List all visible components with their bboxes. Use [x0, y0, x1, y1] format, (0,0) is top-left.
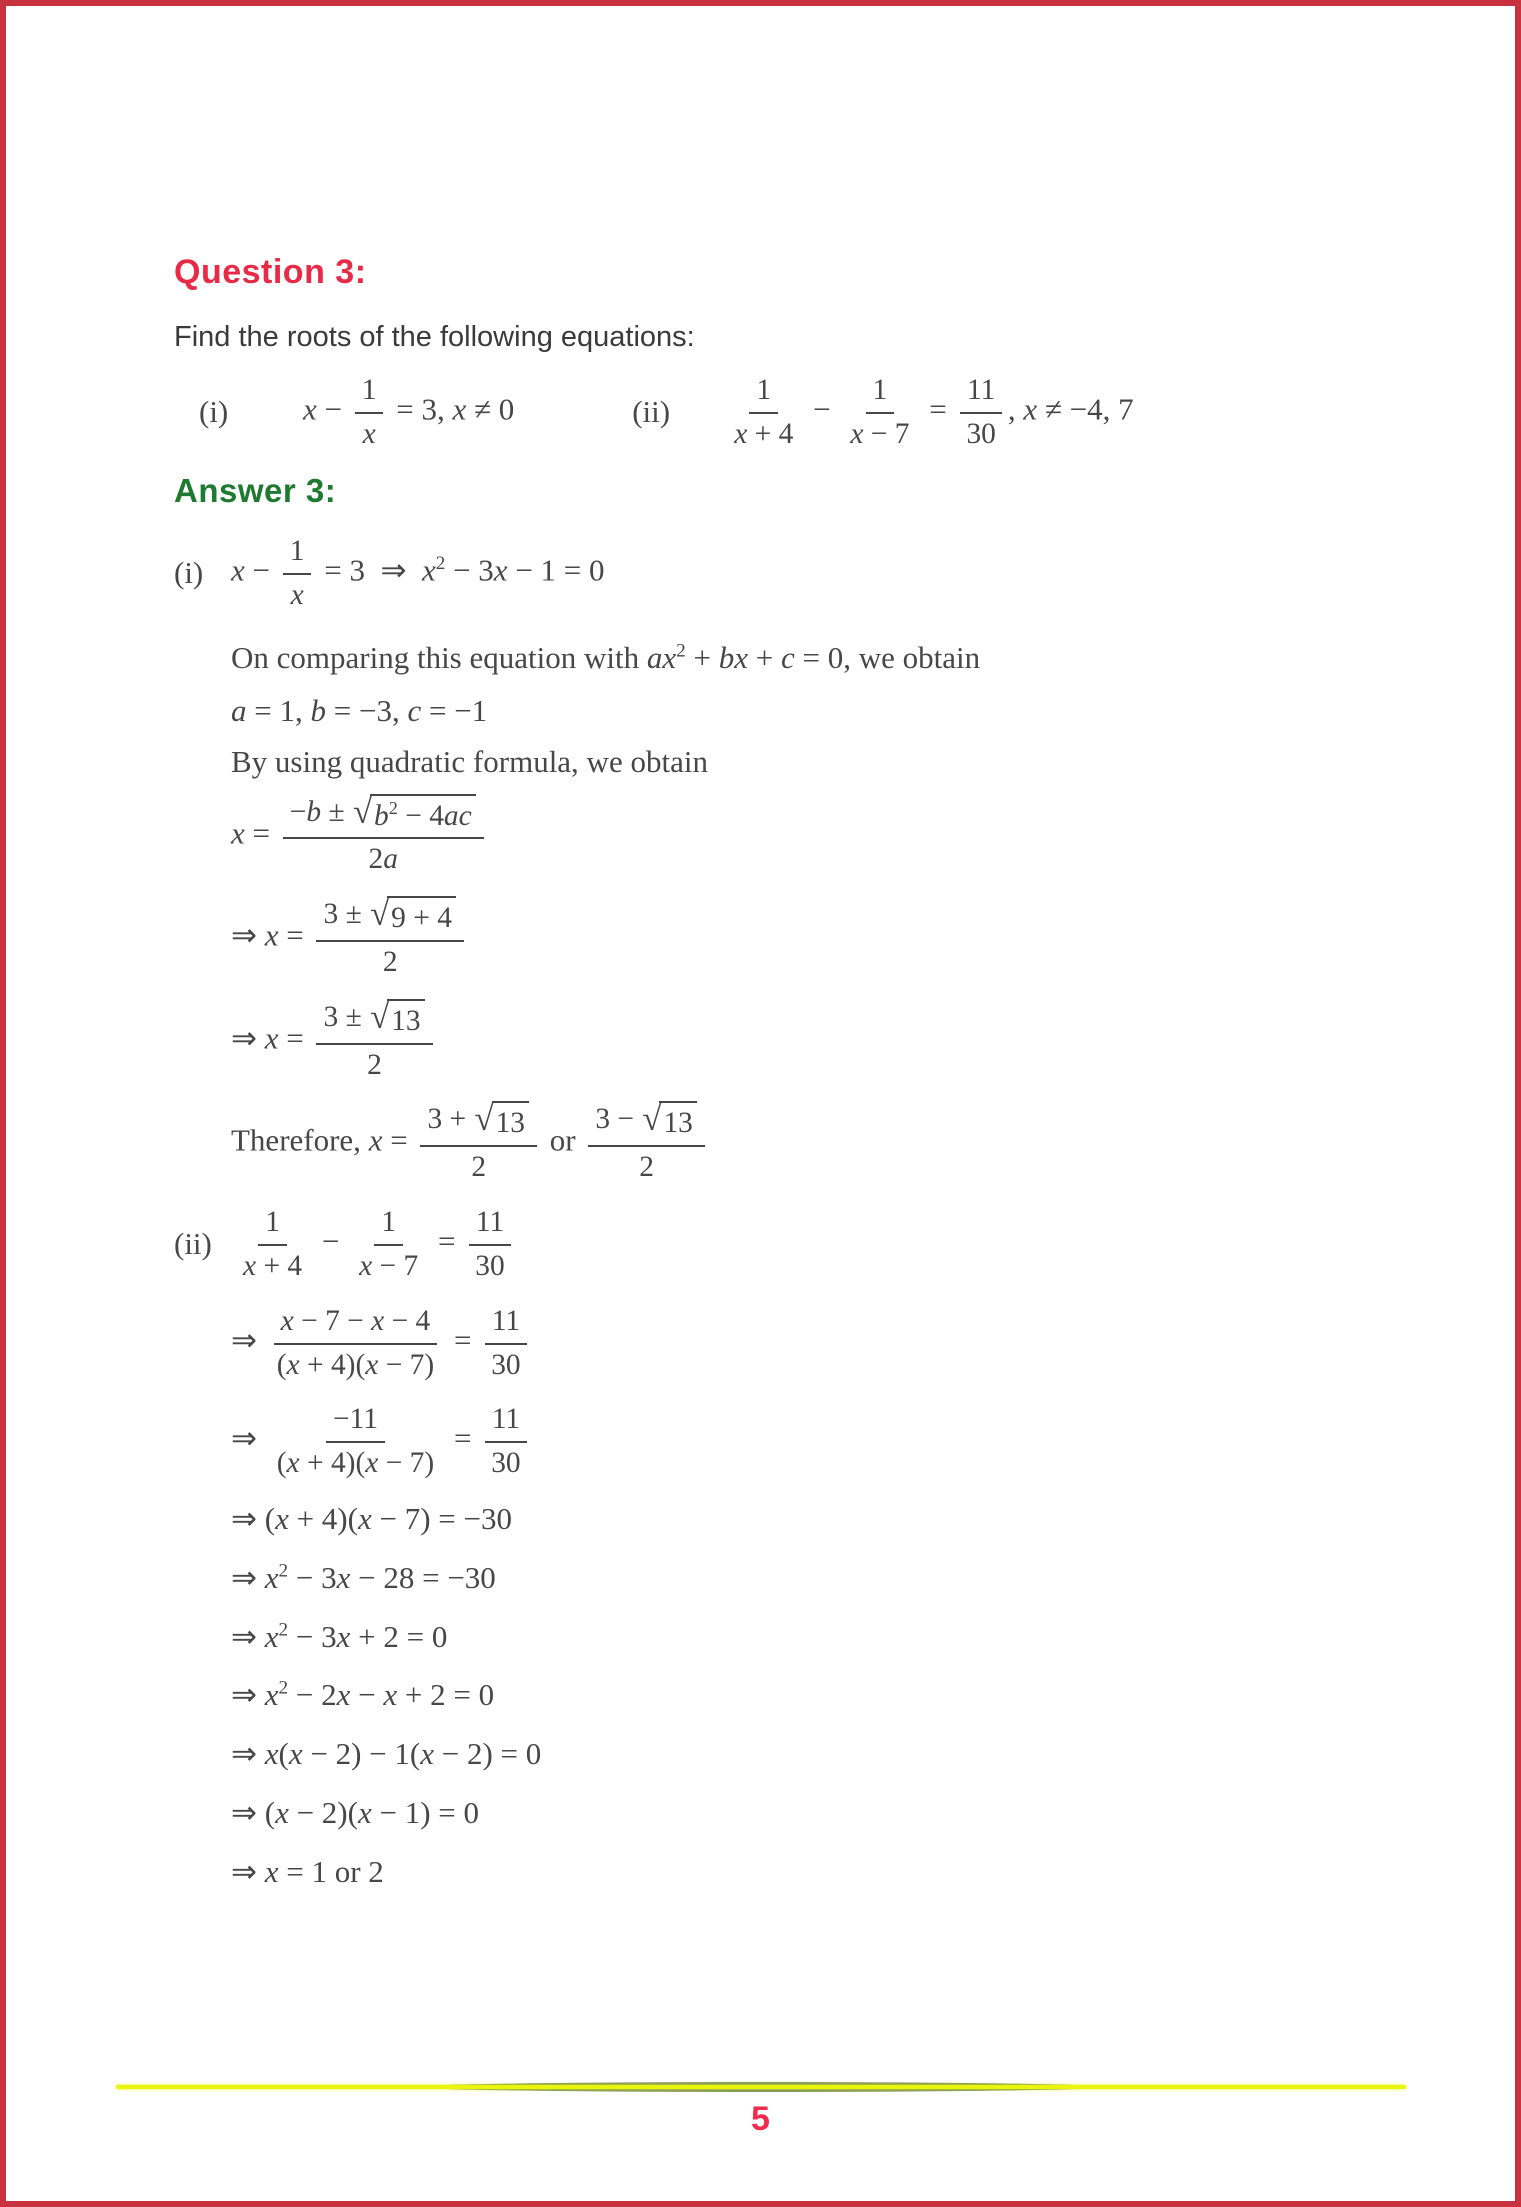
ii-step-roots [231, 1851, 1455, 1893]
math-variable: x [359, 1249, 373, 1282]
math-fraction [843, 370, 916, 455]
math-text: = [430, 1223, 464, 1259]
answer-heading: Answer 3: [174, 472, 337, 510]
question-equation-i [303, 370, 514, 455]
math-text: 1 [265, 1206, 280, 1239]
math-fraction [270, 1301, 441, 1386]
math-variable: x [286, 1348, 300, 1381]
math-text: = [278, 917, 312, 953]
math-text: ⇒ ( [231, 1795, 276, 1831]
math-text: − 7 [863, 418, 910, 451]
ii-step-simplify [231, 1616, 1455, 1658]
math-variable: x [421, 552, 436, 588]
sqrt-radicand [387, 896, 456, 937]
math-text: ≠ 0 [466, 391, 515, 427]
math-variable: x [264, 1854, 279, 1890]
math-text: ( [276, 1348, 287, 1381]
fraction-numerator [283, 791, 484, 840]
math-variable: x [286, 1447, 300, 1480]
math-variable: x [264, 1736, 279, 1772]
math-text: = [278, 1020, 312, 1056]
math-fraction [352, 1202, 425, 1287]
math-variable: x [357, 1500, 372, 1536]
math-text: − [316, 391, 350, 427]
fraction-numerator [485, 1303, 527, 1345]
math-superscript: 2 [388, 797, 398, 818]
math-variable: x [1023, 391, 1038, 427]
math-sqrt [352, 791, 476, 835]
fraction-denominator [360, 1045, 389, 1084]
math-text: 30 [475, 1249, 505, 1282]
math-text: −11 [332, 1403, 378, 1436]
math-variable: a [383, 843, 398, 876]
footer-divider-line [116, 2081, 1406, 2094]
math-variable: x [264, 1559, 279, 1595]
math-text: − 2)( [288, 1795, 358, 1831]
math-text: + [747, 640, 781, 676]
sqrt-radicand [492, 1101, 529, 1142]
radical-sign-glyph: √ [370, 996, 390, 1036]
fraction-denominator [843, 414, 916, 453]
math-fraction [420, 1099, 537, 1188]
question-equation-ii [722, 370, 1133, 455]
divider-yellow-stripe [116, 2085, 1406, 2089]
math-fraction [468, 1202, 511, 1287]
math-text: − [350, 1677, 384, 1713]
ii-step-factored [231, 1792, 1455, 1834]
math-text: + 2 = 0 [350, 1618, 448, 1654]
question-item-label-ii: (ii) [632, 394, 671, 430]
ii-step-cross-multiply [231, 1498, 1455, 1540]
math-sqrt [642, 1101, 697, 1142]
math-superscript: 2 [676, 641, 686, 662]
math-variable: x [303, 391, 317, 427]
math-text: Therefore, [231, 1122, 369, 1158]
math-variable: x [357, 1795, 372, 1831]
fraction-numerator [316, 896, 463, 942]
math-variable: x [288, 1736, 303, 1772]
math-text: 30 [966, 418, 996, 451]
math-text: 3 + [427, 1103, 474, 1136]
math-text: 1 [756, 374, 772, 407]
fraction-numerator [469, 1204, 511, 1246]
fraction-numerator [866, 372, 895, 414]
math-text: − 7 [372, 1249, 419, 1282]
math-text: + 4 [747, 418, 794, 451]
math-text: ⇒ [231, 1618, 265, 1654]
math-text: 3 ± [323, 1001, 370, 1033]
math-variable: x [365, 1348, 379, 1381]
math-text: or [542, 1122, 584, 1158]
math-text: ⇒ [231, 1854, 265, 1890]
math-text: = −3, [325, 693, 408, 729]
question-item-label-i: (i) [199, 394, 229, 430]
math-variable: x [368, 1122, 383, 1158]
math-fraction [236, 1202, 309, 1287]
fraction-denominator [376, 942, 405, 981]
fraction-numerator [960, 372, 1002, 414]
math-text: = 1, [246, 693, 311, 729]
math-text: ⇒ [231, 917, 265, 953]
math-variable: x [290, 578, 304, 611]
math-fraction [283, 792, 484, 881]
math-fraction [355, 370, 384, 455]
math-variable: b [374, 799, 389, 832]
math-variable: x [264, 917, 279, 953]
math-text: = [446, 1420, 480, 1456]
math-text: 11 [491, 1403, 521, 1436]
fraction-numerator [588, 1101, 705, 1147]
math-text: − 2 [288, 1677, 337, 1713]
question-intro: Find the roots of the following equations: [174, 320, 695, 353]
math-text: 1 [872, 374, 888, 407]
fraction-denominator [352, 1246, 425, 1285]
math-variable: x [264, 1618, 279, 1654]
sqrt-radicand [387, 999, 424, 1040]
math-variable: x [420, 1736, 434, 1772]
math-text: = 0, we obtain [794, 640, 981, 676]
fraction-denominator [484, 1443, 527, 1482]
math-text: 11 [475, 1206, 505, 1239]
ii-step-minus-11 [231, 1399, 1455, 1484]
math-text: − [805, 391, 839, 427]
math-superscript: 2 [278, 1678, 289, 1700]
math-sqrt [370, 996, 425, 1040]
math-text: ≠ −4, 7 [1037, 391, 1134, 427]
ii-step-split-middle [231, 1674, 1455, 1716]
math-text: 2 [367, 1048, 382, 1081]
math-text: 1 [289, 534, 305, 567]
math-variable: c [407, 693, 422, 729]
math-variable: x [280, 1304, 294, 1337]
math-variable: x [452, 391, 467, 427]
math-text: By using quadratic formula, we obtain [231, 743, 708, 779]
fraction-numerator [283, 533, 312, 575]
math-text: 3 − [595, 1103, 642, 1136]
math-text: ⇒ [231, 1322, 265, 1358]
answer-i-equation [231, 531, 605, 616]
math-variable: ax [646, 640, 677, 676]
math-variable: b [310, 693, 326, 729]
fraction-numerator [485, 1401, 527, 1443]
math-text: 1 [361, 374, 377, 407]
math-variable: x [493, 552, 508, 588]
math-fraction [959, 370, 1002, 455]
math-variable: x [336, 1559, 351, 1595]
fraction-denominator [236, 1246, 309, 1285]
math-fraction [588, 1099, 705, 1188]
math-variable: x [275, 1795, 289, 1831]
math-variable: c [780, 640, 795, 676]
fraction-numerator [374, 1204, 403, 1246]
math-variable: x [231, 552, 245, 588]
quadratic-formula-line [231, 792, 1455, 881]
math-text: − [289, 795, 307, 828]
math-text: ⇒ [231, 1020, 265, 1056]
math-variable: x [734, 418, 748, 451]
math-text: ± [321, 795, 352, 828]
math-text: − 28 = −30 [350, 1559, 496, 1595]
math-text: − 7) [378, 1447, 435, 1480]
math-text: 13 [391, 1004, 421, 1037]
math-text: , [1007, 391, 1024, 427]
math-text: 2 [382, 946, 398, 979]
math-variable: x [231, 815, 245, 850]
radical-sign-glyph: √ [474, 1099, 494, 1139]
math-fraction [270, 1399, 441, 1484]
math-superscript: 2 [278, 1619, 289, 1641]
math-text: 3 ± [323, 898, 370, 931]
math-text: 11 [491, 1304, 521, 1337]
math-text: − 7) [378, 1348, 435, 1381]
math-text: 30 [491, 1348, 521, 1381]
answer-item-label-ii: (ii) [174, 1226, 212, 1262]
fraction-denominator [464, 1147, 493, 1186]
fraction-denominator [484, 1345, 527, 1384]
math-text: − 1 = 0 [507, 552, 605, 588]
quadratic-formula-text-line [231, 743, 1455, 782]
math-sqrt [474, 1101, 529, 1142]
fraction-denominator [468, 1246, 511, 1285]
math-fraction [316, 894, 463, 983]
math-text: 2 [368, 843, 384, 876]
answer-i-row [174, 531, 1455, 616]
math-variable: x [264, 1677, 279, 1713]
math-text: − [244, 552, 278, 588]
page-number: 5 [751, 2100, 770, 2138]
math-text: = [244, 815, 278, 850]
math-variable: a [231, 693, 247, 729]
math-variable: x [264, 1020, 279, 1056]
fraction-numerator [274, 1303, 438, 1345]
math-variable: x [362, 418, 376, 451]
math-variable: bx [718, 640, 748, 676]
page-footer [6, 2081, 1515, 2201]
step-sqrt-13 [231, 997, 1455, 1086]
answer-ii-equation [231, 1202, 517, 1287]
math-text: = [446, 1322, 480, 1358]
answer-ii-row [174, 1202, 1455, 1287]
fraction-numerator [420, 1101, 537, 1147]
math-text: 1 [381, 1206, 397, 1239]
fraction-denominator [959, 414, 1002, 453]
math-text: + [685, 640, 719, 676]
fraction-numerator [258, 1204, 287, 1246]
step-sqrt-9-4 [231, 894, 1455, 983]
math-text: + 4)( [299, 1348, 366, 1381]
compare-text-line [231, 639, 1455, 678]
math-variable: x [365, 1447, 379, 1480]
math-text: 13 [663, 1107, 693, 1140]
fraction-numerator [326, 1401, 385, 1443]
math-text: + 2 = 0 [397, 1677, 495, 1713]
math-fraction [283, 531, 312, 616]
math-text: − [314, 1223, 348, 1259]
math-fraction [727, 370, 800, 455]
math-variable: ac [443, 799, 472, 832]
math-text: − 3 [288, 1618, 337, 1654]
math-text: ⇒ [231, 1677, 265, 1713]
math-text: 13 [495, 1107, 525, 1140]
fraction-denominator [362, 839, 405, 878]
math-variable: b [306, 795, 322, 828]
math-text: − 7) = −30 [371, 1500, 513, 1536]
math-text: 30 [491, 1447, 521, 1480]
math-text: 2 [639, 1151, 654, 1184]
radical-sign-glyph: √ [352, 791, 373, 831]
math-text: 9 + 4 [391, 902, 452, 935]
worksheet-page [6, 6, 1515, 1910]
math-text: − 2) = 0 [433, 1736, 542, 1772]
math-fraction [316, 997, 432, 1086]
math-text: 2 [471, 1151, 487, 1184]
math-text: ( [276, 1447, 287, 1480]
math-text: − 2) − 1( [302, 1736, 421, 1772]
math-text: = 1 or 2 [278, 1854, 384, 1890]
answer-item-label-i: (i) [174, 554, 204, 590]
math-text: − 3 [445, 552, 494, 588]
math-text: = [921, 391, 955, 427]
math-fraction [484, 1301, 527, 1386]
fraction-numerator [316, 996, 432, 1045]
math-text: = −1 [421, 693, 488, 729]
question-heading: Question 3: [174, 253, 367, 291]
math-text: − 3 [288, 1559, 337, 1595]
fraction-denominator [270, 1443, 441, 1482]
fraction-denominator [270, 1345, 441, 1384]
fraction-denominator [356, 414, 383, 453]
fraction-denominator [727, 414, 800, 453]
math-text: = 3, [388, 391, 453, 427]
math-text: = [382, 1122, 416, 1158]
math-text: − 4 [384, 1304, 431, 1337]
math-text: 11 [966, 374, 996, 407]
question-equation-row [174, 370, 1455, 455]
ii-step-expand [231, 1557, 1455, 1599]
math-variable: x [383, 1677, 398, 1713]
math-text: = 3 ⇒ [316, 552, 422, 588]
fraction-denominator [284, 575, 311, 614]
sqrt-radicand [370, 794, 476, 835]
math-sqrt [370, 896, 456, 937]
math-text: ⇒ [231, 1559, 265, 1595]
math-text: + 4)( [288, 1500, 358, 1536]
therefore-line [231, 1099, 1455, 1188]
math-text: − 1) = 0 [371, 1795, 480, 1831]
math-text: − 4 [397, 799, 444, 832]
fraction-denominator [632, 1147, 661, 1186]
math-superscript: 2 [435, 552, 446, 574]
ii-step-combine-fractions [231, 1301, 1455, 1386]
math-variable: x [336, 1618, 351, 1654]
math-text: ( [278, 1736, 289, 1772]
fraction-numerator [355, 372, 384, 414]
math-variable: x [371, 1304, 385, 1337]
math-text: ⇒ ( [231, 1500, 276, 1536]
fraction-numerator [749, 372, 778, 414]
math-variable: x [336, 1677, 351, 1713]
radical-sign-glyph: √ [642, 1099, 662, 1139]
math-text: On comparing this equation with [231, 640, 647, 676]
math-text: + 4 [256, 1249, 303, 1282]
math-variable: x [850, 418, 864, 451]
math-text: ⇒ [231, 1736, 265, 1772]
ii-step-factor-groups [231, 1733, 1455, 1775]
math-text: ⇒ [231, 1420, 265, 1456]
math-superscript: 2 [278, 1560, 289, 1582]
math-text: − 7 − [293, 1304, 372, 1337]
math-variable: x [243, 1249, 257, 1282]
math-variable: x [275, 1500, 289, 1536]
radical-sign-glyph: √ [370, 894, 390, 934]
coefficients-line [231, 692, 1455, 731]
sqrt-radicand [659, 1101, 696, 1142]
math-text: + 4)( [299, 1447, 366, 1480]
math-fraction [484, 1399, 527, 1484]
